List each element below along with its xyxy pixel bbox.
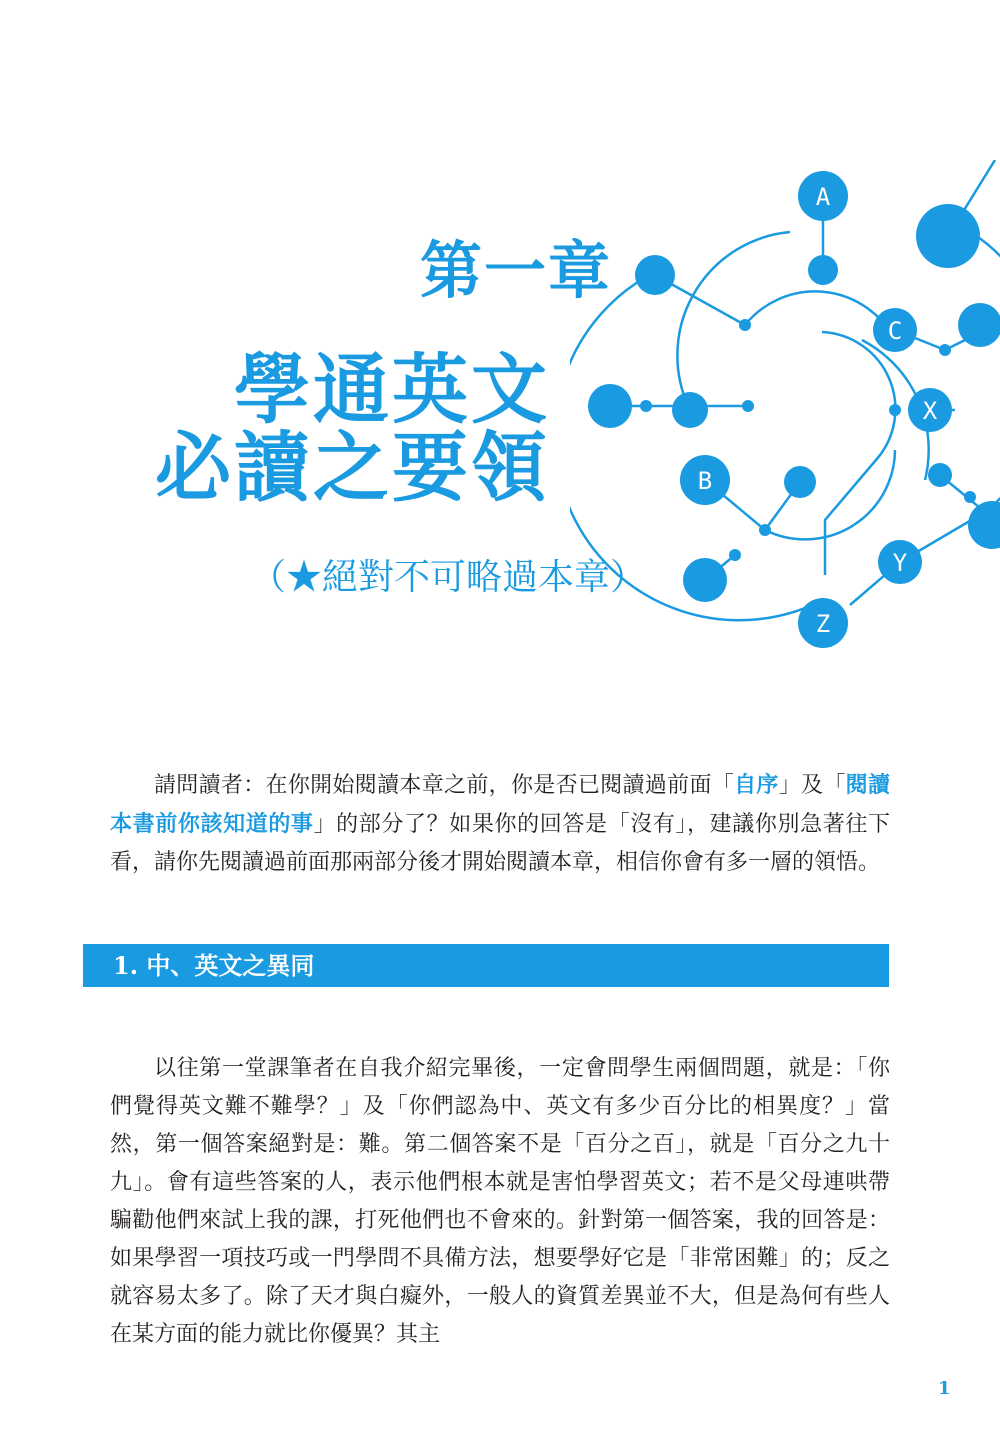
- node-dot-small: [742, 400, 754, 412]
- chapter-title-line-1: 學通英文: [234, 345, 550, 434]
- node-dot-small: [759, 524, 771, 536]
- node-dot: [916, 204, 980, 268]
- node-dot: [958, 303, 1000, 347]
- intro-text: 請問讀者：在你開始閱讀本章之前，你是否已閱讀過前面「: [154, 773, 735, 798]
- page-number: 1: [938, 1378, 951, 1399]
- middle-ring-arc: [677, 232, 790, 410]
- intro-text: 」的部分了？如果你的回答是「沒有」，建議你別急著往下看，請你先閱讀過前面那兩部分後才開始閱讀本章，相信你會有多一層的領悟。: [110, 812, 890, 875]
- node-dot: [928, 463, 952, 487]
- node-dot: [672, 392, 708, 428]
- letter-y: Y: [892, 549, 908, 577]
- letter-a: A: [815, 183, 831, 211]
- letter-c: C: [887, 317, 903, 345]
- inner-ring-arc: [745, 291, 895, 340]
- node-dot-small: [640, 400, 652, 412]
- node-dot-small: [889, 404, 901, 416]
- letter-b: B: [697, 467, 713, 495]
- letter-x: X: [922, 397, 938, 425]
- node-dot: [968, 501, 1000, 549]
- intro-paragraph: [110, 766, 890, 882]
- intro-text: 」及「: [778, 773, 846, 798]
- node-dot-small: [964, 491, 976, 503]
- core-arc: [822, 332, 895, 575]
- chapter-label: 第一章: [420, 234, 613, 307]
- node-dot: [808, 255, 838, 285]
- node-dot: [784, 466, 816, 498]
- section-paragraph: 以往第一堂課筆者在自我介紹完畢後，一定會問學生兩個問題，就是：「你們覺得英文難不難學？」及「你們認為中、英文有多少百分比的相異度？」當然，第一個答案絕對是：難。第二個答案不是「百分之百」，就是「百分之九十九」。會有這些答案的人，表示他們根本就是害怕學習英文；若不是父母連哄帶騙勸他們來試上我的課，打死他們也不會來的。針對第一個答案，我的回答是：如果學習一項技巧或一門學問不具備方法，想要學好它是「非常困難」的；反之就容易太多了。除了天才與白癡外，一般人的資質差異並不大，但是為何有些人在某方面的能力就比你優異？其主: [110, 1056, 890, 1347]
- node-dot: [683, 558, 727, 602]
- node-dot: [588, 384, 632, 428]
- section-title: 1. 中、英文之異同: [113, 951, 315, 980]
- chapter-subtitle: （★絕對不可略過本章）: [250, 557, 647, 598]
- inner-ring-arc-bottom: [765, 450, 895, 539]
- node-dot-small: [939, 344, 951, 356]
- highlight-reading-guide: 閱讀本書前你該知道的事: [110, 772, 890, 837]
- section-heading-bar: [83, 944, 889, 987]
- node-dot-small: [729, 549, 741, 561]
- chapter-title-line-2: 必讀之要領: [155, 423, 550, 512]
- highlight-preface: 自序: [734, 772, 779, 798]
- node-dot-small: [739, 319, 751, 331]
- letter-z: Z: [815, 610, 831, 638]
- node-dot: [635, 255, 675, 295]
